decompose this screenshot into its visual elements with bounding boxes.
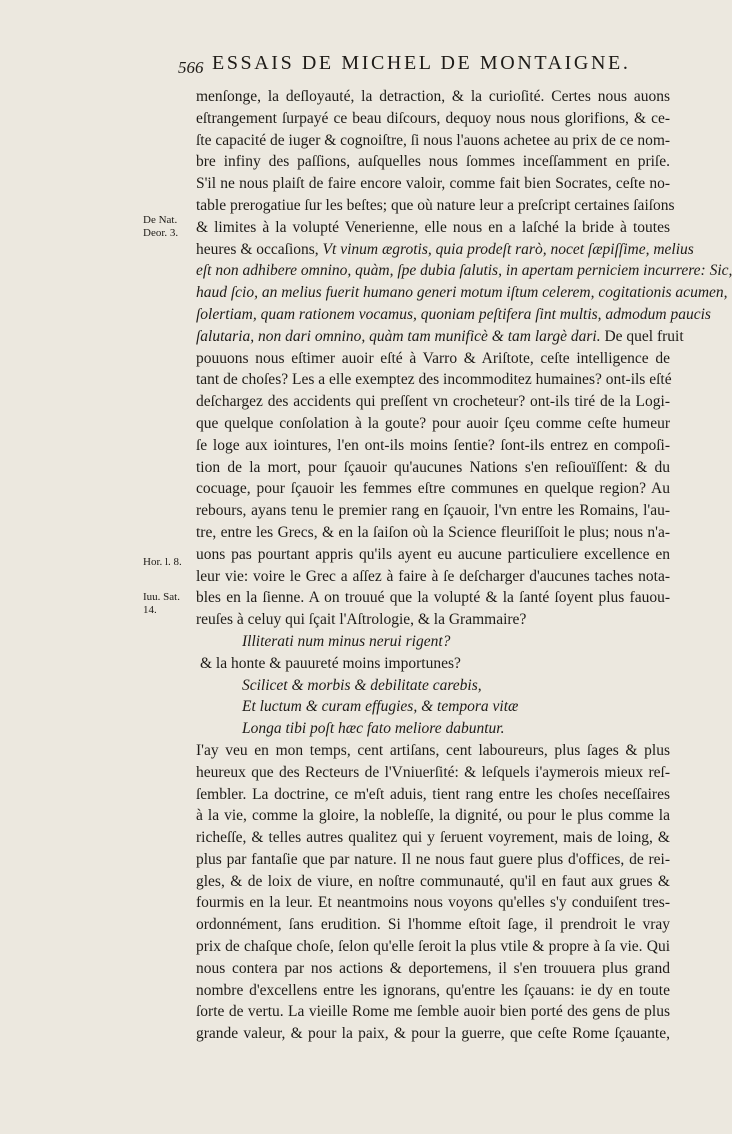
text-line: table prerogatiue ſur les beſtes; que où nature leur a preſcript certaines ſaiſons	[196, 196, 675, 214]
text-line: bles en la ſienne. A on trouué que la volupté & la ſanté ſoyent plus fauou-	[196, 589, 670, 607]
text-line: & la honte & pauureté moins importunes?	[200, 654, 461, 672]
margin-note-de-nat-deor: De Nat. Deor. 3.	[143, 214, 179, 239]
verse-line: Longa tibi poſt hæc fato meliore dabuntur.	[242, 720, 505, 738]
text-line: ſe loge aux iointures, l'en ont-ils moins ſentie? ſont-ils entrez en compoſi-	[196, 436, 670, 454]
text-line: tion de la mort, pour ſçauoir qu'aucunes Nations s'en reſiouïſſent: & du	[196, 458, 670, 476]
text-line: prix de chaſque choſe, ſelon qu'elle ſeroit la plus vtile & propre à ſa vie. Qui	[196, 938, 670, 956]
text-line: bre infiny des paſſions, auſquelles nous ſommes inceſſamment en priſe.	[196, 153, 670, 171]
text-line: reuſes à celuy qui ſçait l'Aſtrologie, & la Grammaire?	[196, 611, 527, 629]
text-line: nous contera par nos actions & deportemens, il s'en trouuera plus grand	[196, 959, 670, 977]
text-line: nombre d'excellens entre les ignorans, qu'entre les ſçauans: ie dy en toute	[196, 981, 670, 999]
text-line: fourmis en la leur. Et neantmoins nous voyons qu'elles s'y conduiſent tres-	[196, 894, 670, 912]
verse-line: Illiterati num minus nerui rigent?	[242, 632, 451, 650]
text-line: uons pas pourtant appris qu'ils ayent eu aucune particuliere excellence en	[196, 545, 670, 563]
text-line: pouuons nous eſtimer auoir eſté à Varro & Ariſtote, ceſte intelligence de	[196, 349, 670, 367]
latin-quotation: ſalutaria, non dari omnino, quàm tam munificè & tam largè dari.	[196, 327, 601, 345]
verse-line: Et luctum & curam effugies, & tempora vitæ	[242, 698, 519, 716]
essay-text	[196, 86, 732, 1045]
text-line: I'ay veu en mon temps, cent artiſans, cent laboureurs, plus ſages & plus	[196, 741, 670, 759]
running-title: ESSAIS DE MICHEL DE MONTAIGNE.	[212, 52, 631, 74]
text-line: heureux que des Recteurs de l'Vniuerſité: & leſquels i'aymerois mieux reſ-	[196, 763, 670, 781]
text-line: cocuage, pour ſçauoir les femmes eſtre communes en quelque region? Au	[196, 480, 670, 498]
page-number: 566	[178, 58, 204, 77]
latin-quotation-line: haud ſcio, an melius fuerit humano generi motum iſtum celerem, cogitationis acumen,	[196, 284, 728, 302]
text-line: que quelque conſolation à la goute? pour auoir ſçeu comme ceſte humeur	[196, 414, 670, 432]
text-line: à la vie, comme la gloire, la nobleſſe, la dignité, ou pour le plus comme la	[196, 807, 670, 825]
latin-quotation-line: ſolertiam, quam rationem vocamus, quoniam peſtifera ſint multis, admodum paucis	[196, 305, 711, 323]
latin-quotation-line: eſt non adhibere omnino, quàm, ſpe dubia ſalutis, in apertam perniciem incurrere: Sic,	[196, 262, 732, 280]
text-fragment: De quel fruit	[600, 327, 684, 345]
text-fragment: heures & occaſions,	[196, 240, 323, 258]
margin-note-juvenal: Iuu. Sat. 14.	[143, 591, 180, 616]
text-line: eſtrangement ſurpayé ce beau diſcours, dequoy nous nous glorifions, & ce-	[196, 109, 670, 127]
text-line: plus par fantaſie que par nature. Il ne nous faut guere plus d'offices, de rei-	[196, 850, 670, 868]
verse-line: Scilicet & morbis & debilitate carebis,	[242, 676, 482, 694]
text-line	[196, 326, 684, 348]
text-line: tant de choſes? Les a elle exemptez des incommoditez humaines? ont-ils eſté	[196, 371, 672, 389]
text-line: rebours, ayans tenu le premier rang en ſçauoir, l'vn entre les Romains, l'au-	[196, 502, 670, 520]
text-line: richeſſe, & telles autres qualitez qui y ſeruent voyrement, mais de loing, &	[196, 829, 670, 847]
text-line: tre, entre les Grecs, & en la ſaiſon où la Science fleuriſſoit le plus; nous n'a-	[196, 523, 670, 541]
text-line: ſembler. La doctrine, ce m'eſt aduis, tient rang entre les choſes neceſſaires	[196, 785, 670, 803]
text-line: & limites à la volupté Venerienne, elle nous en a laſché la bride à toutes	[196, 218, 670, 236]
text-line: gles, & de loix de viure, en noſtre communauté, qu'il en faut aux grues &	[196, 872, 670, 890]
text-line: S'il ne nous plaiſt de faire encore valoir, comme fait bien Socrates, ceſte no-	[196, 175, 670, 193]
text-line: grande valeur, & pour la paix, & pour la guerre, que ceſte Rome ſçauante,	[196, 1025, 670, 1043]
text-line: deſchargez des accidents qui preſſent vn crocheteur? ont-ils tiré de la Logi-	[196, 393, 670, 411]
latin-quotation: Vt vinum ægrotis, quia prodeſt rarò, nocet ſæpiſſime, melius	[322, 240, 694, 258]
text-line: ſte capacité de iuger & cognoiſtre, ſi nous l'auons achetee au prix de ce nom-	[196, 131, 671, 149]
text-line: ſorte de vertu. La vieille Rome me ſemble auoir bien porté des gens de plus	[196, 1003, 670, 1021]
text-line: leur vie: voire le Grec a aſſez à faire à ſe deſcharger d'aucunes taches nota-	[196, 567, 670, 585]
text-line: ordonnément, ſans erudition. Si l'homme eſtoit ſage, il prendroit le vray	[196, 916, 670, 934]
text-line	[196, 239, 694, 261]
text-line: menſonge, la deſloyauté, la detraction, & la curioſité. Certes nous auons	[196, 88, 670, 105]
margin-note-horace: Hor. l. 8.	[143, 556, 182, 568]
page-header	[178, 52, 638, 82]
